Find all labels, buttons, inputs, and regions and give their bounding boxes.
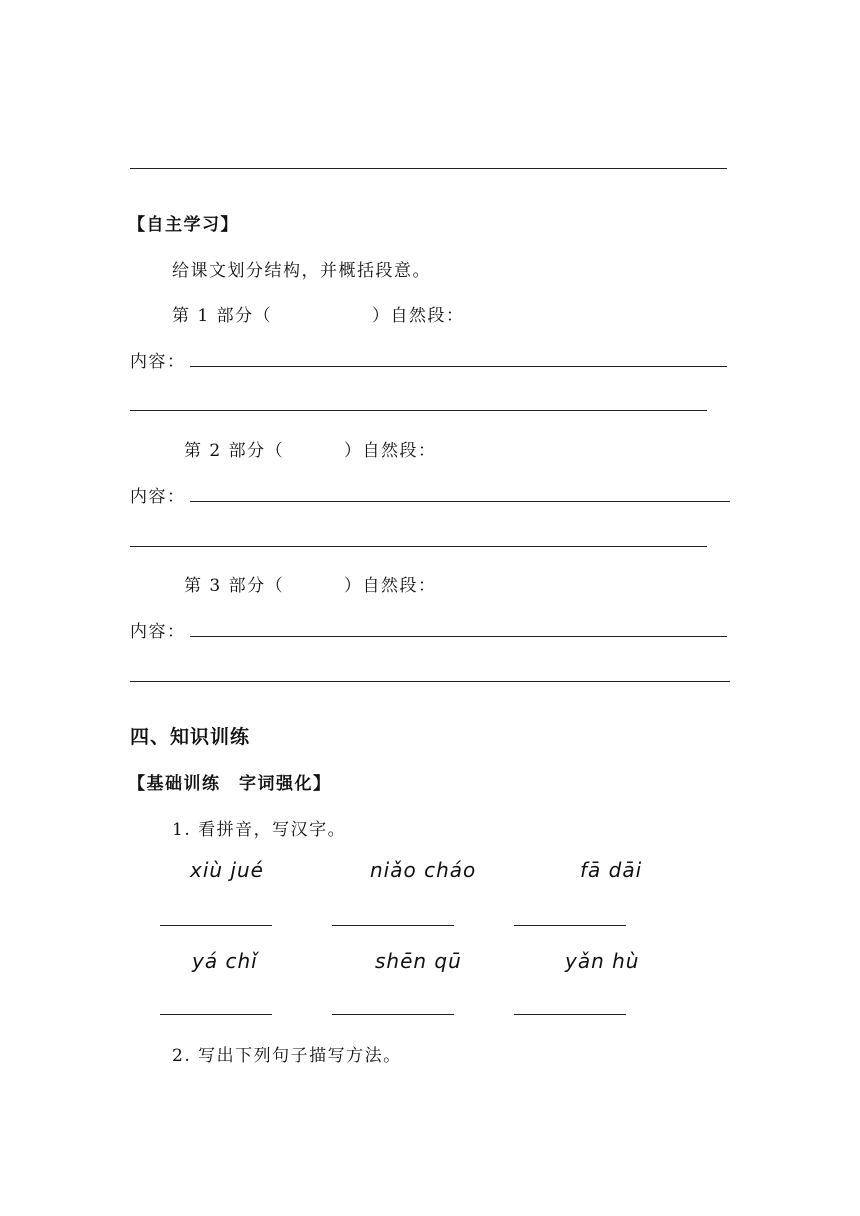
answer-blank-5[interactable] (332, 1014, 454, 1015)
part-3-suffix: ）自然段： (344, 576, 437, 596)
question-2: 2. 写出下列句子描写方法。 (172, 1046, 402, 1066)
answer-blank-4[interactable] (160, 1014, 272, 1015)
part-1-content-label: 内容： (130, 352, 186, 372)
part-1-label: 第 1 部分（ (172, 306, 273, 326)
part-3-answer-line-2[interactable] (130, 681, 730, 682)
self-study-instruction: 给课文划分结构，并概括段意。 (172, 261, 431, 281)
self-study-heading: 【自主学习】 (128, 215, 239, 235)
part-2-suffix: ）自然段： (344, 441, 437, 461)
pinyin-4: yá chǐ (192, 949, 258, 973)
part-1-answer-line-2[interactable] (130, 410, 707, 411)
answer-blank-1[interactable] (160, 925, 272, 926)
part-1-suffix: ）自然段： (372, 306, 465, 326)
part-2-label: 第 2 部分（ (184, 441, 285, 461)
part-2-answer-line-1[interactable] (190, 501, 730, 502)
question-1: 1. 看拼音，写汉字。 (172, 820, 347, 840)
pinyin-5: shēn qū (375, 949, 462, 973)
section-heading: 四、知识训练 (130, 726, 251, 748)
pinyin-2: niǎo cháo (370, 858, 477, 882)
part-2-answer-line-2[interactable] (130, 546, 707, 547)
part-1-answer-line-1[interactable] (190, 366, 727, 367)
part-3-answer-line-1[interactable] (190, 636, 727, 637)
top-rule (130, 168, 727, 169)
answer-blank-6[interactable] (514, 1014, 626, 1015)
answer-blank-2[interactable] (332, 925, 454, 926)
answer-blank-3[interactable] (514, 925, 626, 926)
pinyin-3: fā dāi (580, 858, 643, 882)
part-2-content-label: 内容： (130, 487, 186, 507)
pinyin-6: yǎn hù (565, 949, 640, 973)
part-3-content-label: 内容： (130, 622, 186, 642)
part-3-label: 第 3 部分（ (184, 576, 285, 596)
pinyin-1: xiù jué (190, 858, 264, 882)
sub-heading: 【基础训练 字词强化】 (128, 774, 332, 794)
